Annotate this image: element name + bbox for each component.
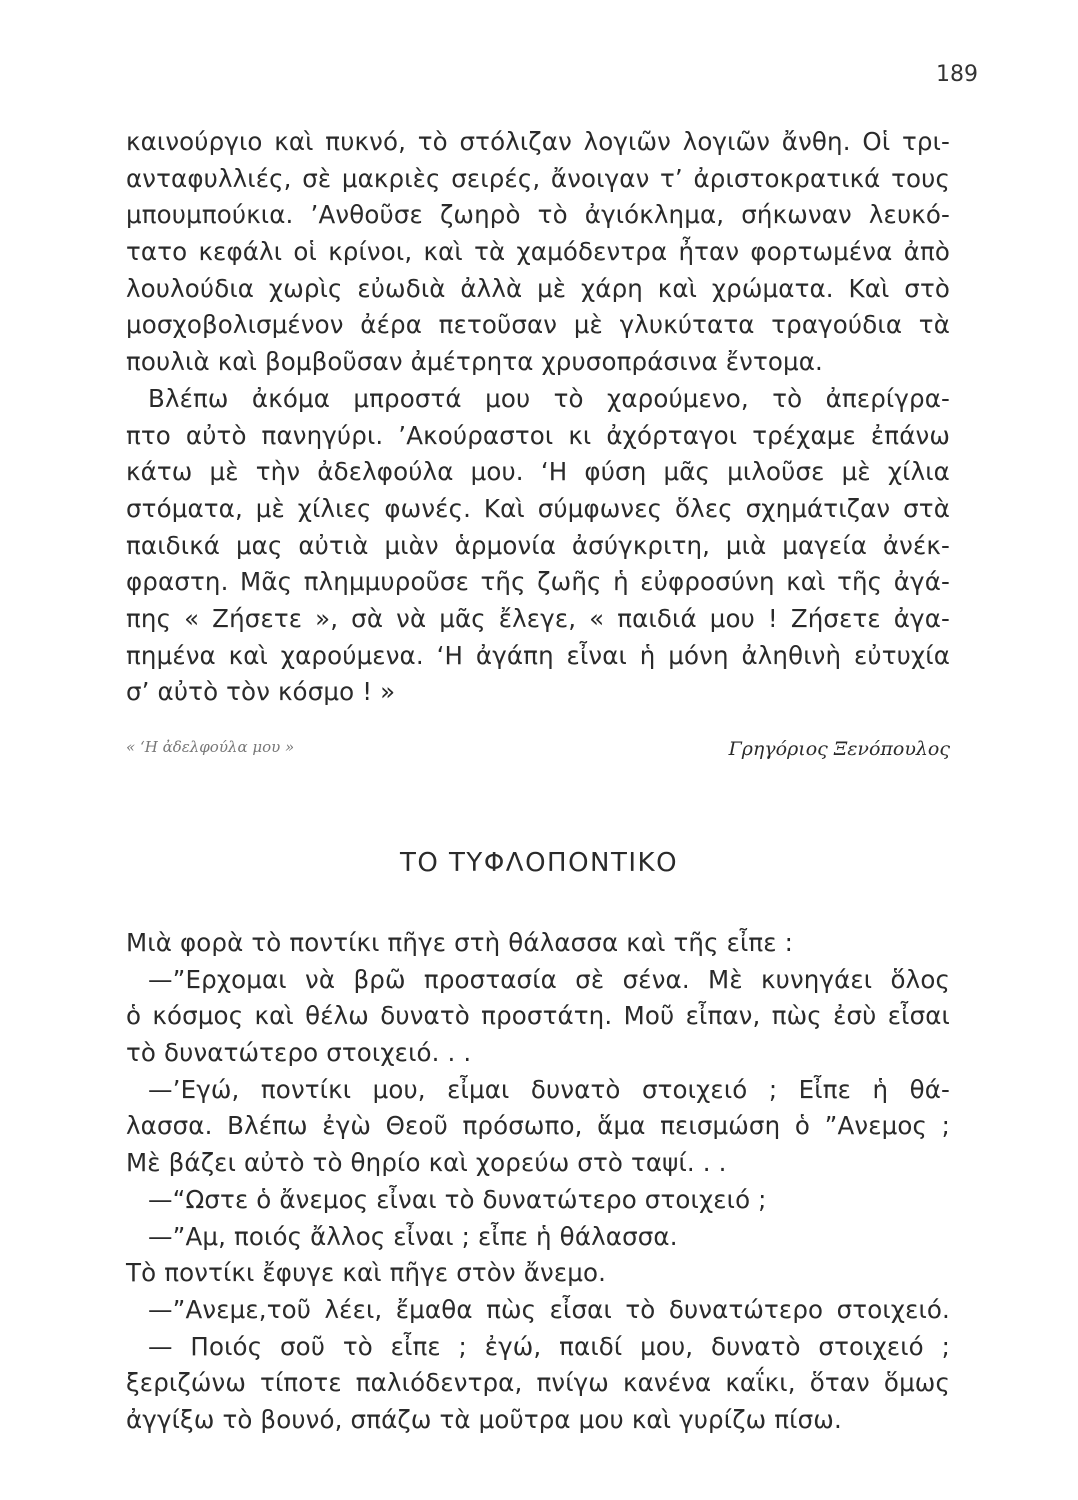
text-line: ὁ κόσμος καὶ θέλω δυνατὸ προστάτη. Μοῦ εἶπαν, πὼς ἐσὺ εἶσαι <box>126 1001 950 1031</box>
text-line: τατο κεφάλι οἱ κρίνοι, καὶ τὰ χαμόδεντρα ἦταν φορτωμένα ἀπὸ <box>126 237 950 267</box>
story-text <box>126 925 950 1439</box>
text-line: —”Αμ, ποιός ἄλλος εἶναι ; εἶπε ἡ θάλασσα. <box>148 1221 678 1251</box>
text-line: στόματα, μὲ χίλιες φωνές. Καὶ σύμφωνες ὅλες σχημάτιζαν στὰ <box>126 493 950 523</box>
text-line: κάτω μὲ τὴν ἀδελφούλα μου. ‘Η φύση μᾶς μιλοῦσε μὲ χίλια <box>126 457 950 487</box>
text-line: πουλιὰ καὶ βομβοῦσαν ἀμέτρητα χρυσοπράσινα ἔντομα. <box>126 347 823 377</box>
text-line: φραστη. Μᾶς πλημμυροῦσε τῆς ζωῆς ἡ εὐφροσύνη καὶ τῆς ἀγά- <box>126 567 950 597</box>
story-title: ΤΟ ΤΥΦΛΟΠΟΝΤΙΚΟ <box>399 848 679 878</box>
text-line: ανταφυλλιές, σὲ μακριὲς σειρές, ἄνοιγαν τ’ ἀριστοκρατικά τους <box>126 163 950 193</box>
text-line: Βλέπω ἀκόμα μπροστά μου τὸ χαρούμενο, τὸ ἀπερίγρα- <box>148 383 950 413</box>
text-line: τὸ δυνατώτερο στοιχειό. . . <box>126 1038 472 1068</box>
text-line: λασσα. Βλέπω ἐγὼ Θεοῦ πρόσωπο, ἅμα πεισμώση ὁ ”Ανεμος ; <box>126 1111 950 1141</box>
credits <box>126 738 950 768</box>
text-line: πημένα καὶ χαρούμενα. ‘Η ἀγάπη εἶναι ἡ μόνη ἀληθινὴ εὐτυχία <box>126 640 950 670</box>
text-line: Μιὰ φορὰ τὸ ποντίκι πῆγε στὴ θάλασσα καὶ τῆς εἶπε : <box>126 928 794 957</box>
passage-continuation <box>126 124 950 711</box>
text-line: μοσχοβολισμένον ἀέρα πετοῦσαν μὲ γλυκύτατα τραγούδια τὰ <box>126 310 950 340</box>
text-line: μπουμπούκια. ’Ανθοῦσε ζωηρὸ τὸ ἀγιόκλημα, σήκωναν λευκό- <box>126 200 950 230</box>
text-line: παιδικά μας αὐτιὰ μιὰν ἁρμονία ἀσύγκριτη, μιὰ μαγεία ἀνέκ- <box>126 530 950 560</box>
text-line: — Ποιός σοῦ τὸ εἶπε ; ἐγώ, παιδί μου, δυνατὸ στοιχειό ; <box>148 1331 950 1361</box>
text-line: —”Ανεμε,τοῦ λέει, ἔμαθα πὼς εἶσαι τὸ δυνατώτερο στοιχειό. <box>148 1294 950 1324</box>
text-line: —”Ερχομαι νὰ βρῶ προστασία σὲ σένα. Μὲ κυνηγάει ὅλος <box>148 964 950 994</box>
text-line: —’Εγώ, ποντίκι μου, εἶμαι δυνατὸ στοιχειό ; Εἶπε ἡ θά- <box>148 1074 950 1104</box>
source-title: « ‘Η ἀδελφούλα μου » <box>126 738 295 756</box>
text-line: καινούργιο καὶ πυκνό, τὸ στόλιζαν λογιῶν λογιῶν ἄνθη. Οἱ τρι- <box>126 127 950 156</box>
text-line: σ’ αὐτὸ τὸν κόσμο ! » <box>126 677 396 707</box>
page-number: 189 <box>936 62 978 87</box>
text-line: Τὸ ποντίκι ἔφυγε καὶ πῆγε στὸν ἄνεμο. <box>126 1258 607 1288</box>
text-line: πης « Ζήσετε », σὰ νὰ μᾶς ἔλεγε, « παιδιά μου ! Ζήσετε ἀγα- <box>126 603 950 633</box>
text-line: λουλούδια χωρὶς εὐωδιὰ ἀλλὰ μὲ χάρη καὶ χρώματα. Καὶ στὸ <box>126 273 950 303</box>
text-line: ξεριζώνω τίποτε παλιόδεντρα, πνίγω κανένα καΐκι, ὅταν ὅμως <box>126 1368 950 1398</box>
text-line: ἀγγίξω τὸ βουνό, σπάζω τὰ μοῦτρα μου καὶ γυρίζω πίσω. <box>126 1404 842 1434</box>
text-line: —“Ωστε ὁ ἄνεμος εἶναι τὸ δυνατώτερο στοιχειό ; <box>148 1184 767 1214</box>
text-line: πτο αὐτὸ πανηγύρι. ’Ακούραστοι κι ἀχόρταγοι τρέχαμε ἐπάνω <box>126 420 950 450</box>
text-line: Μὲ βάζει αὐτὸ τὸ θηρίο καὶ χορεύω στὸ ταψί. . . <box>126 1148 727 1178</box>
author-name: Γρηγόριος Ξενόπουλος <box>728 738 950 760</box>
